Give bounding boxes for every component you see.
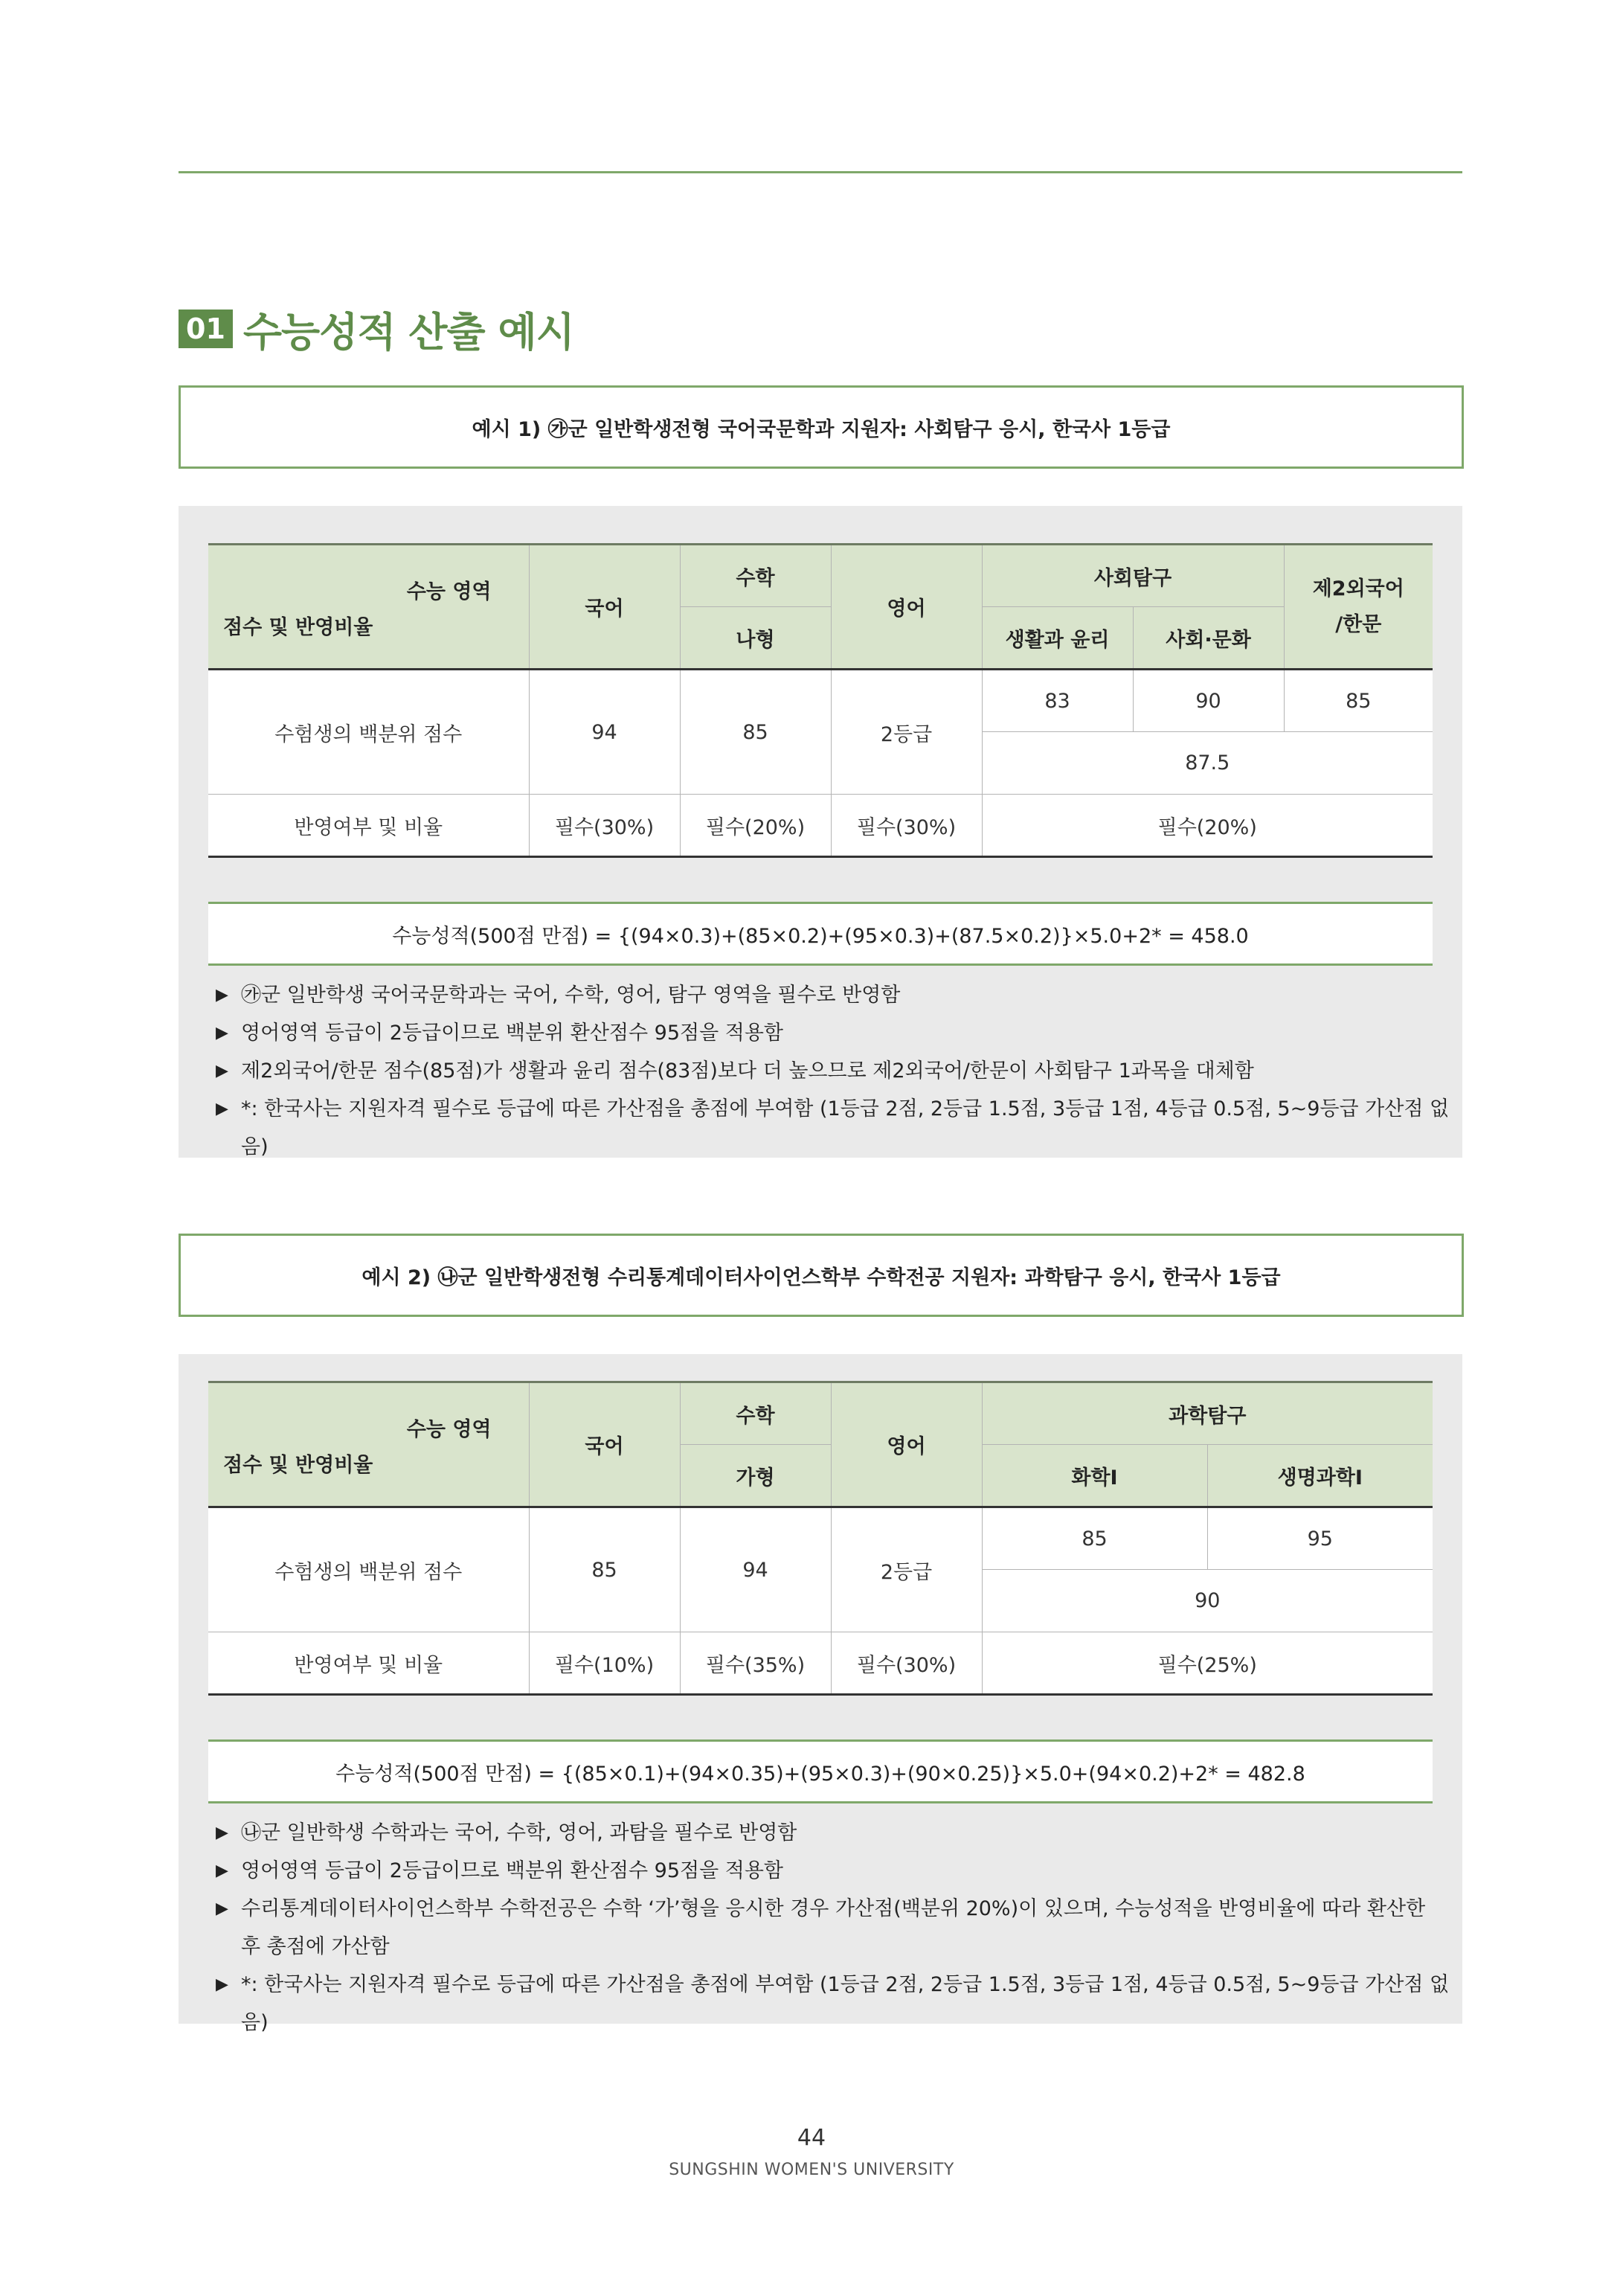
note-text: *: 한국사는 지원자격 필수로 등급에 따른 가산점을 총점에 부여함 (1등급 2점, 2등급 1.5점, 3등급 1점, 4등급 0.5점, 5~9등급 가산점 없음) <box>241 1973 1450 2034</box>
note-item <box>216 1966 1450 2042</box>
note-text: ㉮군 일반학생 국어국문학과는 국어, 수학, 영어, 탐구 영역을 필수로 반영함 <box>241 984 901 1007</box>
cell-inquiry-ratio: 필수(25%) <box>982 1632 1433 1695</box>
cell-korean-score: 85 <box>529 1507 680 1632</box>
header-second-language: 제2외국어 /한문 <box>1284 545 1433 670</box>
diag-top-label: 수능 영역 <box>406 1418 492 1441</box>
note-item <box>216 1852 1450 1890</box>
cell-inquiry-sub1-score: 83 <box>982 670 1133 732</box>
example1-title: 예시 1) ㉮군 일반학생전형 국어국문학과 지원자: 사회탐구 응시, 한국사 1등급 <box>472 417 1171 441</box>
triangle-right-icon: ▶ <box>216 1862 228 1880</box>
note-text: *: 한국사는 지원자격 필수로 등급에 따른 가산점을 총점에 부여함 (1등급 2점, 2등급 1.5점, 3등급 1점, 4등급 0.5점, 5~9등급 가산점 없음) <box>241 1097 1450 1158</box>
diag-top-label: 수능 영역 <box>406 580 492 603</box>
triangle-right-icon: ▶ <box>216 1899 228 1918</box>
section-title: 수능성적 산출 예시 <box>242 308 574 356</box>
note-text: 영어영역 등급이 2등급이므로 백분위 환산점수 95점을 적용함 <box>241 1022 783 1045</box>
note-item <box>216 1090 1450 1166</box>
footer-university: SUNGSHIN WOMEN'S UNIVERSITY <box>669 2161 954 2179</box>
header-inquiry: 사회탐구 <box>982 545 1284 607</box>
cell-english-score: 2등급 <box>831 1507 982 1632</box>
cell-math-ratio: 필수(35%) <box>680 1632 831 1695</box>
note-item <box>216 976 1450 1014</box>
cell-english-ratio: 필수(30%) <box>831 1632 982 1695</box>
cell-english-ratio: 필수(30%) <box>831 795 982 857</box>
cell-inquiry-sub2-score: 95 <box>1207 1507 1433 1570</box>
example1-notes <box>216 976 1450 1166</box>
header-math: 수학 <box>680 545 831 607</box>
section-number: 01 <box>179 310 233 348</box>
section-heading <box>179 307 574 356</box>
example1-score-table <box>208 543 1433 858</box>
header-inquiry-sub1: 화학Ⅰ <box>982 1445 1207 1507</box>
header-inquiry-sub1: 생활과 윤리 <box>982 607 1133 670</box>
note-item <box>216 1890 1450 1966</box>
cell-math-ratio: 필수(20%) <box>680 795 831 857</box>
example2-score-table <box>208 1381 1433 1696</box>
diagonal-header-cell <box>208 545 529 670</box>
header-math: 수학 <box>680 1382 831 1445</box>
triangle-right-icon: ▶ <box>216 1824 228 1842</box>
header-korean: 국어 <box>529 1382 680 1507</box>
page-number: 44 <box>797 2125 826 2151</box>
note-item <box>216 1014 1450 1052</box>
example2-notes <box>216 1814 1450 2042</box>
triangle-right-icon: ▶ <box>216 1024 228 1042</box>
formula-text: 수능성적(500점 만점) = {(94×0.3)+(85×0.2)+(95×0.3)+(87.5×0.2)}×5.0+2* = 458.0 <box>392 924 1249 948</box>
example1-formula <box>208 902 1433 966</box>
row-label-percentile: 수험생의 백분위 점수 <box>208 670 529 795</box>
cell-math-score: 94 <box>680 1507 831 1632</box>
row-label-ratio: 반영여부 및 비율 <box>208 1632 529 1695</box>
cell-korean-score: 94 <box>529 670 680 795</box>
diagonal-header-cell <box>208 1382 529 1507</box>
triangle-right-icon: ▶ <box>216 986 228 1004</box>
top-rule <box>179 171 1462 173</box>
cell-inquiry-average: 90 <box>982 1570 1433 1632</box>
note-item <box>216 1052 1450 1090</box>
cell-english-score: 2등급 <box>831 670 982 795</box>
row-label-ratio: 반영여부 및 비율 <box>208 795 529 857</box>
cell-inquiry-ratio: 필수(20%) <box>982 795 1433 857</box>
note-text: 영어영역 등급이 2등급이므로 백분위 환산점수 95점을 적용함 <box>241 1859 783 1882</box>
header-math-type: 나형 <box>680 607 831 670</box>
header-math-type: 가형 <box>680 1445 831 1507</box>
example2-formula <box>208 1739 1433 1803</box>
triangle-right-icon: ▶ <box>216 1100 228 1118</box>
cell-inquiry-sub2-score: 90 <box>1133 670 1284 732</box>
example1-panel <box>179 506 1462 1158</box>
diag-bottom-label: 점수 및 반영비율 <box>223 616 373 639</box>
header-korean: 국어 <box>529 545 680 670</box>
example2-panel <box>179 1354 1462 2034</box>
cell-inquiry-sub1-score: 85 <box>982 1507 1207 1570</box>
note-text: 제2외국어/한문 점수(85점)가 생활과 윤리 점수(83점)보다 더 높으므로 제2외국어/한문이 사회탐구 1과목을 대체함 <box>241 1059 1254 1083</box>
example1-title-box <box>179 385 1464 469</box>
row-label-percentile: 수험생의 백분위 점수 <box>208 1507 529 1632</box>
header-english: 영어 <box>831 545 982 670</box>
diag-bottom-label: 점수 및 반영비율 <box>223 1454 373 1477</box>
cell-second-language-score: 85 <box>1284 670 1433 732</box>
note-item <box>216 1814 1450 1852</box>
cell-korean-ratio: 필수(10%) <box>529 1632 680 1695</box>
note-text: 수리통계데이터사이언스학부 수학전공은 수학 ‘가’형을 응시한 경우 가산점(백분위 20%)이 있으며, 수능성적을 반영비율에 따라 환산한 후 총점에 가산함 <box>241 1897 1426 1958</box>
header-english: 영어 <box>831 1382 982 1507</box>
header-inquiry: 과학탐구 <box>982 1382 1433 1445</box>
cell-inquiry-average: 87.5 <box>982 732 1433 795</box>
header-inquiry-sub2: 사회·문화 <box>1133 607 1284 670</box>
note-text: ㉯군 일반학생 수학과는 국어, 수학, 영어, 과탐을 필수로 반영함 <box>241 1821 797 1844</box>
example2-title: 예시 2) ㉯군 일반학생전형 수리통계데이터사이언스학부 수학전공 지원자: 과학탐구 응시, 한국사 1등급 <box>361 1266 1281 1289</box>
triangle-right-icon: ▶ <box>216 1975 228 1994</box>
cell-math-score: 85 <box>680 670 831 795</box>
header-inquiry-sub2: 생명과학Ⅰ <box>1207 1445 1433 1507</box>
formula-text: 수능성적(500점 만점) = {(85×0.1)+(94×0.35)+(95×0.3)+(90×0.25)}×5.0+(94×0.2)+2* = 482.8 <box>335 1762 1305 1786</box>
cell-korean-ratio: 필수(30%) <box>529 795 680 857</box>
triangle-right-icon: ▶ <box>216 1062 228 1080</box>
example2-title-box <box>179 1234 1464 1317</box>
